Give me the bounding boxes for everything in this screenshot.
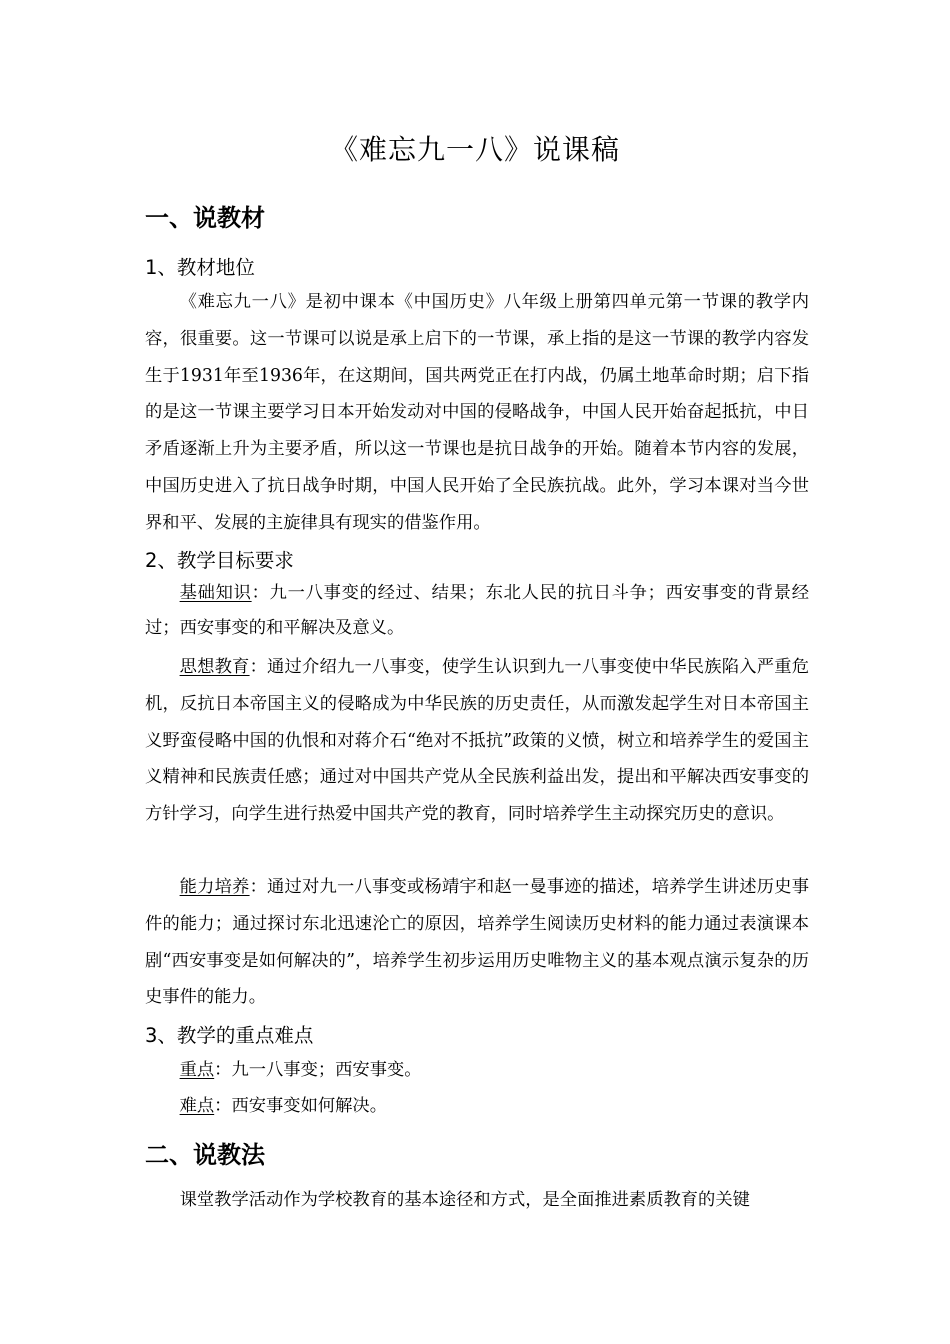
paragraph-textbook-position: 《难忘九一八》是初中课本《中国历史》八年级上册第四单元第一节课的教学内容，很重要。这一节课可以说是承上启下的一节课，承上指的是这一节课的教学内容发生于1931年至1936年，在这期间，国共两党正在打内战，仍属土地革命时期；启下指的是这一节课主要学习日本开始发动对中国的侵略战争，中国人民开始奋起抵抗，中日矛盾逐渐上升为主要矛盾，所以这一节课也是抗日战争的开始。随着本节内容的发展，中国历史进入了抗日战争时期，中国人民开始了全民族抗战。此外，学习本课对当今世界和平、发展的主旋律具有现实的借鉴作用。 [145, 292, 809, 533]
paragraph-basic-knowledge [145, 576, 809, 646]
label-thought-education: 思想教育 [179, 657, 250, 677]
page-title: 《难忘九一八》说课稿 [329, 133, 620, 166]
subheading-textbook-position: 1、教材地位 [145, 256, 255, 279]
text-thought-education: ：通过介绍九一八事变，使学生认识到九一八事变使中华民族陷入严重危机，反抗日本帝国主义的侵略成为中华民族的历史责任，从而激发起学生对日本帝国主义野蛮侵略中国的仇恨和对蒋介石“绝对不抵抗”政策的义愤，树立和培养学生的爱国主义精神和民族责任感；通过对中国共产党从全民族利益出发，提出和平解决西安事变的方针学习，向学生进行热爱中国共产党的教育，同时培养学生主动探究历史的意识。 [145, 657, 809, 825]
paragraph-teaching-method: 课堂教学活动作为学校教育的基本途径和方式，是全面推进素质教育的关键 [179, 1190, 750, 1210]
label-key-point: 重点 [179, 1060, 215, 1080]
section-heading-teaching-method: 二、说教法 [145, 1141, 265, 1169]
label-basic-knowledge: 基础知识 [179, 583, 252, 603]
paragraph-thought-education [145, 649, 809, 833]
paragraph-difficult-point [145, 1088, 809, 1124]
paragraph-key-point [145, 1052, 809, 1088]
subheading-key-points: 3、教学的重点难点 [145, 1024, 314, 1047]
paragraph-ability-training [145, 869, 809, 1016]
text-basic-knowledge: ：九一八事变的经过、结果；东北人民的抗日斗争；西安事变的背景经过；西安事变的和平解决及意义。 [145, 583, 809, 638]
text-difficult-point: ：西安事变如何解决。 [214, 1096, 387, 1116]
subheading-teaching-goals: 2、教学目标要求 [145, 549, 294, 572]
section-heading-textbook: 一、说教材 [145, 204, 265, 232]
label-ability-training: 能力培养 [179, 877, 250, 897]
text-ability-training: ：通过对九一八事变或杨靖宇和赵一曼事迹的描述，培养学生讲述历史事件的能力；通过探讨东北迅速沦亡的原因，培养学生阅读历史材料的能力通过表演课本剧“西安事变是如何解决的”，培养学生初步运用历史唯物主义的基本观点演示复杂的历史事件的能力。 [145, 877, 809, 1008]
text-key-point: ：九一八事变；西安事变。 [214, 1060, 422, 1080]
label-difficult-point: 难点 [179, 1096, 215, 1116]
